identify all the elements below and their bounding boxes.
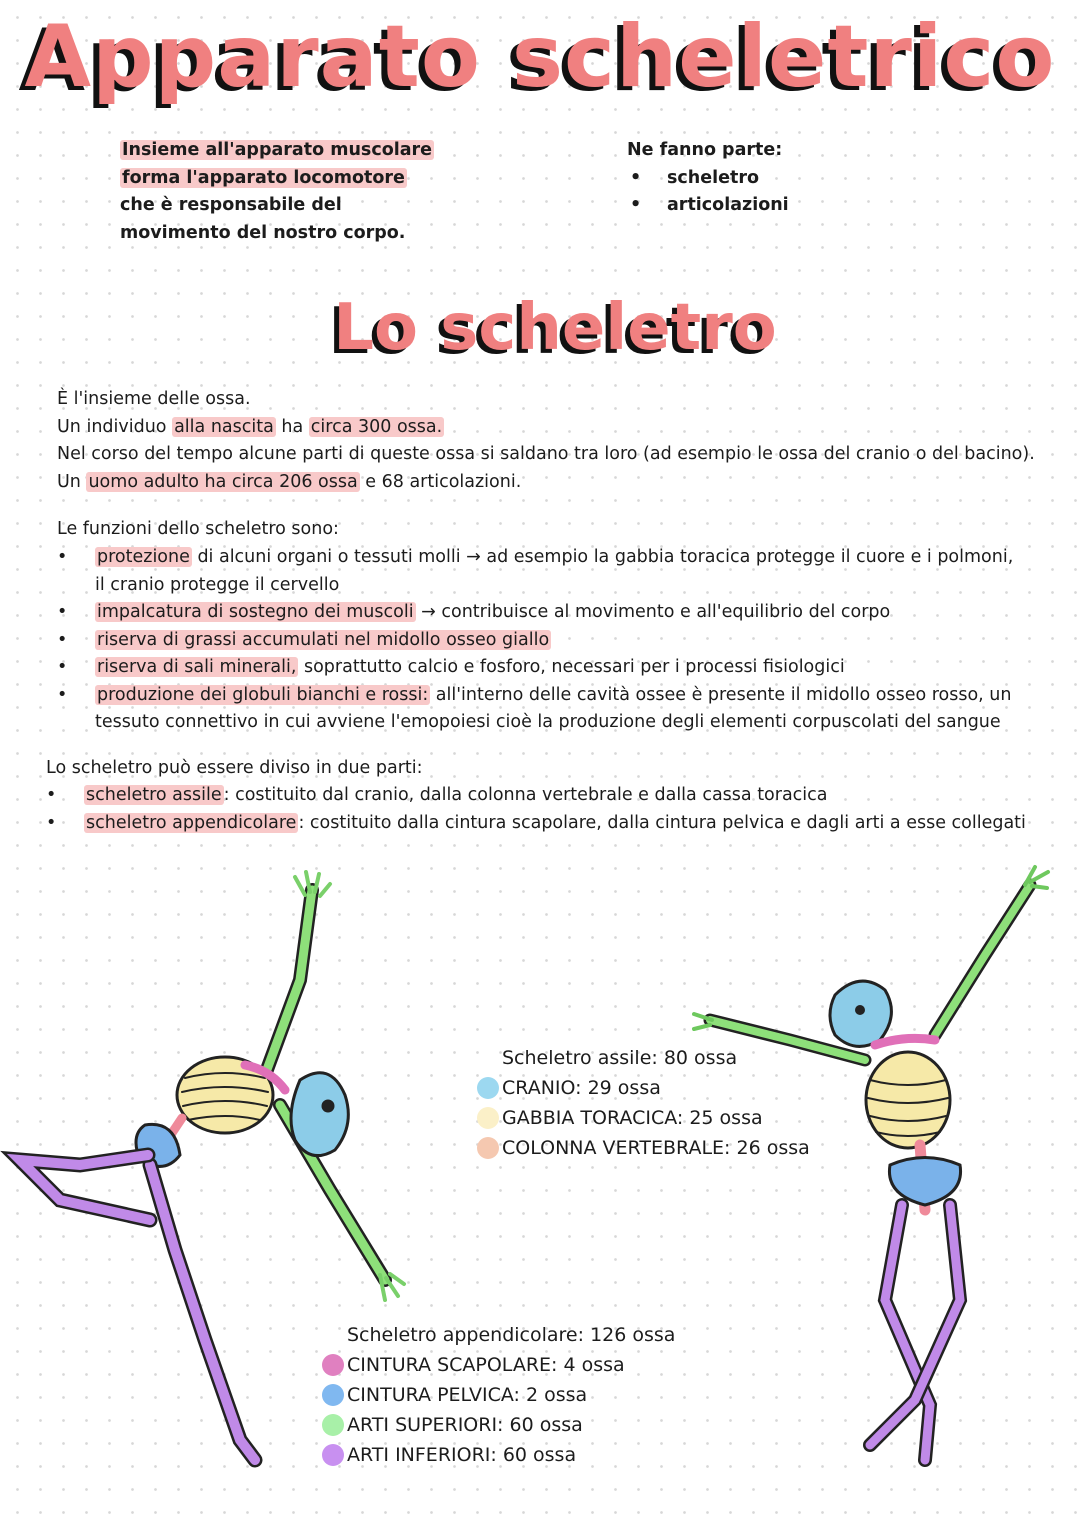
color-swatch xyxy=(322,1414,344,1436)
axial-legend-title: Scheletro assile: 80 ossa xyxy=(502,1047,738,1069)
color-swatch xyxy=(477,1077,499,1099)
fact-line-1: È l'insieme delle ossa. xyxy=(57,389,251,409)
color-swatch xyxy=(477,1107,499,1129)
axial-legend xyxy=(502,1043,810,1163)
function-item: • riserva di sali minerali, soprattutto calcio e fosforo, necessari per i processi fisiologici xyxy=(57,657,845,677)
division-item: • scheletro appendicolare : costituito dalla cintura scapolare, dalla cintura pelvica e dagli arti a esse collegati xyxy=(46,812,1026,833)
appendicular-legend xyxy=(347,1320,675,1470)
intro-line-3: che è responsabile del xyxy=(120,195,342,215)
intro-line-1: Insieme all'apparato muscolare xyxy=(122,140,433,160)
function-item: • riserva di grassi accumulati nel midollo osseo giallo xyxy=(57,629,550,650)
fact-line-2: Un individuo alla nascita ha circa 300 ossa. xyxy=(57,416,443,437)
functions-heading: Le funzioni dello scheletro sono: xyxy=(57,519,339,539)
part-item: scheletro xyxy=(667,167,760,188)
color-swatch xyxy=(322,1354,344,1376)
legend-item-gabbia: GABBIA TORACICA: 25 ossa xyxy=(502,1103,810,1133)
legend-item-cranio: CRANIO: 29 ossa xyxy=(502,1073,810,1103)
division-list xyxy=(46,782,1026,837)
legend-item-superiori: ARTI SUPERIORI: 60 ossa xyxy=(347,1410,675,1440)
intro-line-2: forma l'apparato locomotore xyxy=(122,167,405,188)
part-item: articolazioni xyxy=(667,195,789,215)
color-swatch xyxy=(477,1137,499,1159)
parts-block: Ne fanno parte: • scheletro • articolazioni xyxy=(627,137,789,220)
legend-item-inferiori: ARTI INFERIORI: 60 ossa xyxy=(347,1440,675,1470)
legend-item-colonna: COLONNA VERTEBRALE: 26 ossa xyxy=(502,1133,810,1163)
function-item-cont: il cranio protegge il cervello xyxy=(95,574,340,595)
legend-item-pelvica: CINTURA PELVICA: 2 ossa xyxy=(347,1380,675,1410)
intro-text xyxy=(120,137,434,247)
function-item: • protezione di alcuni organi o tessuti molli → ad esempio la gabbia toracica protegge il cuore e i polmoni, xyxy=(57,547,1014,567)
color-swatch xyxy=(322,1444,344,1466)
function-item: • impalcatura di sostegno dei muscoli → contribuisce al movimento e all'equilibrio del corpo xyxy=(57,602,891,622)
color-swatch xyxy=(322,1384,344,1406)
intro-line-4: movimento del nostro corpo. xyxy=(120,222,406,243)
legend-item-scapolare: CINTURA SCAPOLARE: 4 ossa xyxy=(347,1350,675,1380)
division-item: • scheletro assile : costituito dal cranio, dalla colonna vertebrale e dalla cassa toracica xyxy=(46,785,828,805)
parts-heading: Ne fanno parte: xyxy=(627,140,783,160)
skeleton-right-illustration xyxy=(670,860,1060,1515)
page-title: Apparato scheletrico xyxy=(24,7,1056,107)
functions-list xyxy=(57,544,1014,737)
function-item-cont: tessuto connettivo in cui avviene l'emopoiesi cioè la produzione degli elementi corpuscolati del sangue xyxy=(95,712,1001,732)
fact-line-3: Nel corso del tempo alcune parti di queste ossa si saldano tra loro (ad esempio le ossa del cranio o del bacino). xyxy=(57,444,1035,464)
appendicular-legend-title: Scheletro appendicolare: 126 ossa xyxy=(347,1324,676,1346)
facts-block xyxy=(57,386,1035,496)
division-heading: Lo scheletro può essere diviso in due parti: xyxy=(46,758,423,778)
fact-line-4: Un uomo adulto ha circa 206 ossa e 68 articolazioni. xyxy=(57,471,522,492)
function-item: • produzione dei globuli bianchi e rossi: all'interno delle cavità ossee è presente il midollo osseo rosso, un xyxy=(57,684,1012,705)
section-title: Lo scheletro xyxy=(333,291,777,365)
